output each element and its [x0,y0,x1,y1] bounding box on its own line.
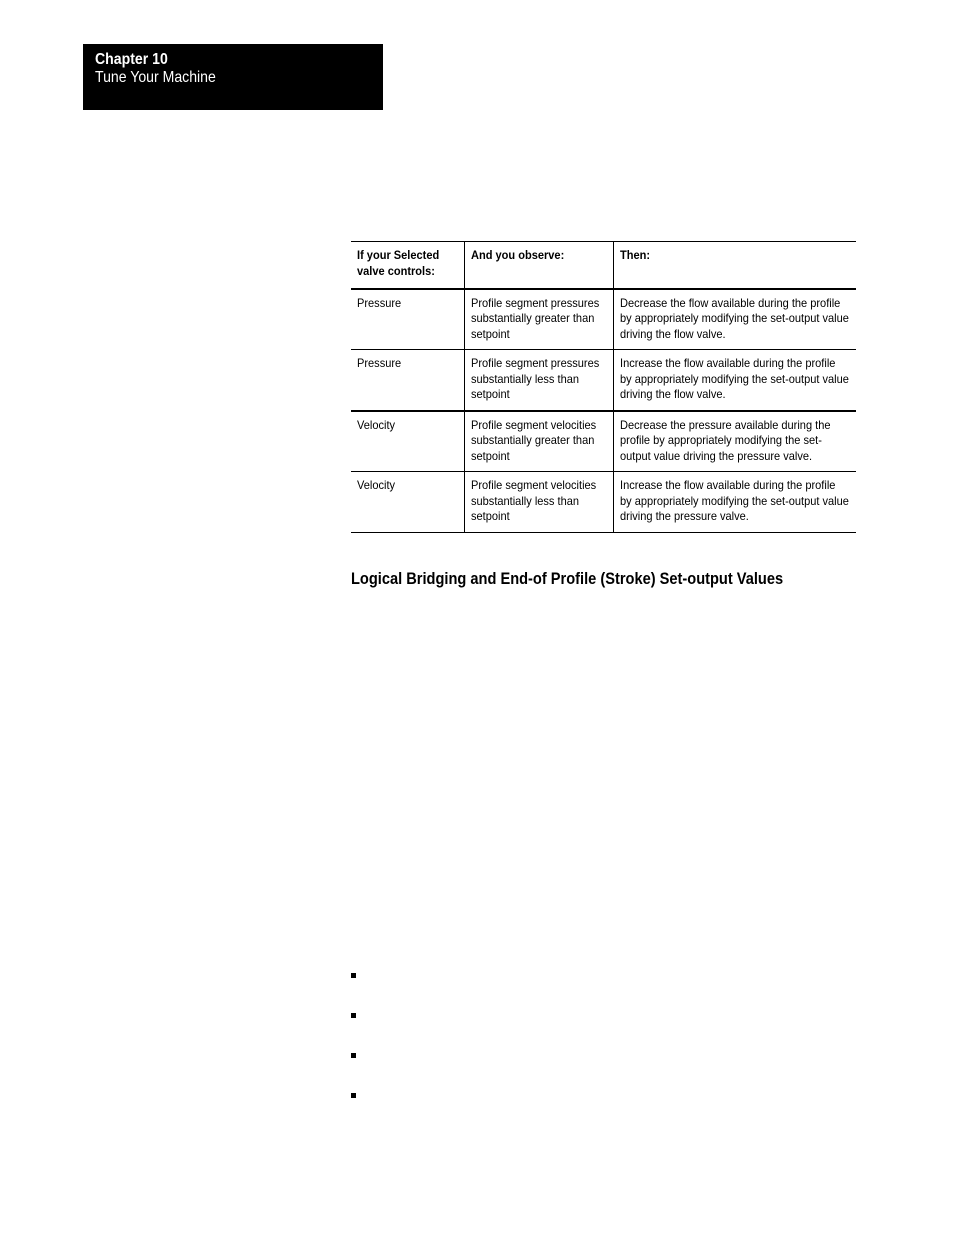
cell-valve: Velocity [351,411,464,472]
cell-valve: Velocity [351,472,464,533]
header-then: Then: [613,242,856,289]
bullet-marker [351,1053,356,1058]
cell-valve: Pressure [351,350,464,411]
chapter-label: Chapter 10 [95,51,168,68]
cell-valve: Pressure [351,289,464,350]
table-row [351,472,856,533]
header-observe: And you observe: [464,242,613,289]
cell-observation: Profile segment velocities substantially less than setpoint [464,472,613,533]
cell-observation: Profile segment pressures substantially greater than setpoint [464,289,613,350]
bullet-marker [351,1013,356,1018]
bullet-marker [351,973,356,978]
chapter-title: Tune Your Machine [95,69,216,86]
chapter-header [83,44,383,110]
cell-action: Increase the flow available during the profile by appropriately modifying the set-output value driving the flow valve. [613,350,856,411]
cell-action: Decrease the pressure available during the profile by appropriately modifying the set-output value driving the pressure valve. [613,411,856,472]
cell-observation: Profile segment pressures substantially less than setpoint [464,350,613,411]
cell-observation: Profile segment velocities substantially greater than setpoint [464,411,613,472]
section-heading: Logical Bridging and End-of Profile (Stroke) Set-output Values [351,569,784,588]
table-row [351,350,856,411]
header-valve-controls: If your Selected valve controls: [351,242,464,289]
troubleshooting-table [351,241,856,533]
cell-action: Decrease the flow available during the profile by appropriately modifying the set-output value driving the flow valve. [613,289,856,350]
bullet-marker [351,1093,356,1098]
table-header-row [351,242,856,289]
table-row [351,289,856,350]
cell-action: Increase the flow available during the profile by appropriately modifying the set-output value driving the pressure valve. [613,472,856,533]
table-row [351,411,856,472]
